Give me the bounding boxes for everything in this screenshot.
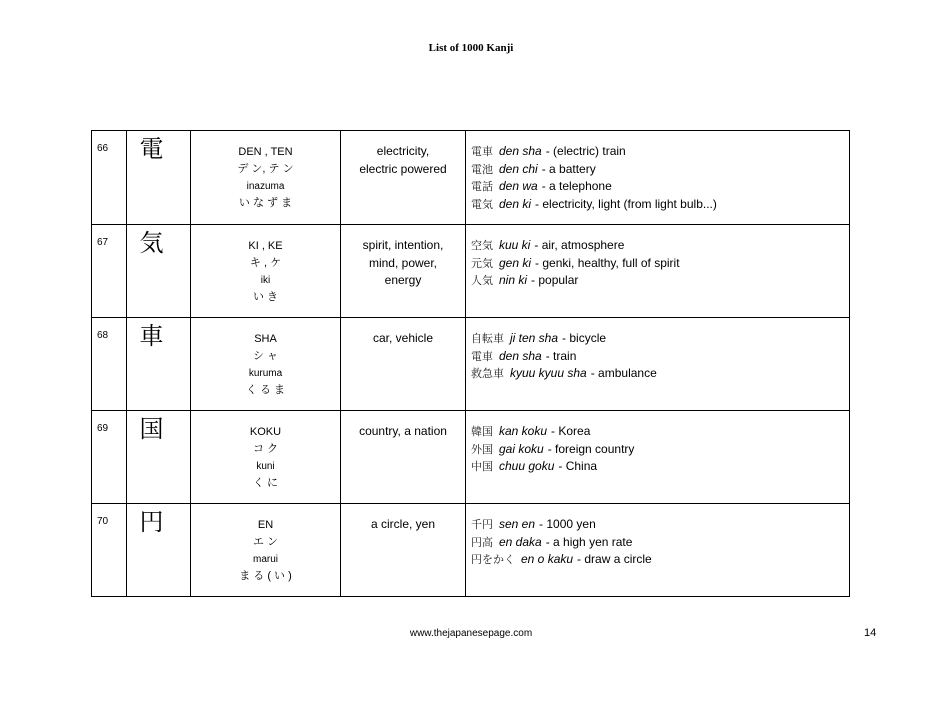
example-line xyxy=(471,178,849,196)
example-word: 千円 xyxy=(471,518,493,531)
example-line xyxy=(471,534,849,552)
example-meaning: - (electric) train xyxy=(545,144,626,158)
example-romaji: kyuu kyuu sha xyxy=(510,366,587,380)
reading-line: デ ン, テ ン xyxy=(237,163,294,175)
example-romaji: ji ten sha xyxy=(510,331,559,345)
example-line xyxy=(471,272,849,290)
example-word: 電車 xyxy=(471,145,493,158)
example-meaning: - China xyxy=(558,459,598,473)
example-word: 救急車 xyxy=(471,367,504,380)
kanji-number: 66 xyxy=(92,131,127,225)
kanji-cell xyxy=(127,504,191,597)
example-line xyxy=(471,516,849,534)
page-title: List of 1000 Kanji xyxy=(428,42,514,54)
example-line xyxy=(471,330,849,348)
kanji-number: 67 xyxy=(92,225,127,318)
reading-line: キ , ケ xyxy=(249,257,282,269)
example-line xyxy=(471,143,849,161)
example-romaji: en daka xyxy=(499,534,542,549)
example-romaji: sen en xyxy=(499,517,536,531)
kanji-table xyxy=(91,130,850,597)
example-line xyxy=(471,551,849,569)
readings-cell xyxy=(191,411,341,504)
reading-line: kuni xyxy=(256,461,275,472)
reading-line: KI , KE xyxy=(248,240,283,252)
example-meaning: - train xyxy=(545,348,577,363)
meaning-line: energy xyxy=(384,273,422,287)
example-romaji: den ki xyxy=(499,196,532,211)
kanji-cell xyxy=(127,225,191,318)
example-romaji: den chi xyxy=(499,161,538,176)
reading-line: EN xyxy=(257,519,274,531)
meaning-line: spirit, intention, xyxy=(362,238,444,252)
example-meaning: - popular xyxy=(531,273,579,287)
example-word: 電池 xyxy=(471,162,493,176)
readings-cell xyxy=(191,225,341,318)
example-romaji: chuu goku xyxy=(499,459,555,473)
readings-cell xyxy=(191,504,341,597)
example-word: 円をかく xyxy=(471,553,515,566)
example-meaning: - Korea xyxy=(551,424,591,438)
meaning-line: electric powered xyxy=(359,161,447,176)
kanji-table-body xyxy=(92,131,850,597)
example-romaji: en o kaku xyxy=(521,552,574,566)
reading-line: marui xyxy=(252,554,278,565)
reading-line: SHA xyxy=(254,333,277,345)
example-romaji: den wa xyxy=(499,179,538,193)
example-line xyxy=(471,348,849,366)
example-meaning: - bicycle xyxy=(562,331,607,345)
example-line xyxy=(471,161,849,179)
example-word: 電車 xyxy=(471,349,493,363)
example-word: 円高 xyxy=(471,535,493,549)
examples-cell xyxy=(466,318,850,411)
example-romaji: den sha xyxy=(499,348,542,363)
example-line xyxy=(471,196,849,214)
kanji-number: 68 xyxy=(92,318,127,411)
examples-cell xyxy=(466,225,850,318)
meaning-line: country, a nation xyxy=(359,424,447,438)
meaning-line: electricity, xyxy=(376,144,430,158)
table-row xyxy=(92,225,850,318)
examples-cell xyxy=(466,504,850,597)
readings-cell xyxy=(191,131,341,225)
example-word: 電気 xyxy=(471,197,493,211)
kanji-cell xyxy=(127,318,191,411)
table-row xyxy=(92,504,850,597)
example-line xyxy=(471,423,849,441)
example-romaji: nin ki xyxy=(499,273,528,287)
example-meaning: - air, atmosphere xyxy=(534,238,625,252)
meaning-line: car, vehicle xyxy=(372,331,434,345)
example-word: 電話 xyxy=(471,180,493,193)
example-meaning: - foreign country xyxy=(547,441,635,456)
example-word: 自転車 xyxy=(471,332,504,345)
reading-line: KOKU xyxy=(249,426,282,438)
meaning-cell xyxy=(341,318,466,411)
reading-line: ま る ( い ) xyxy=(239,570,292,582)
example-meaning: - a high yen rate xyxy=(545,534,633,549)
reading-line: DEN , TEN xyxy=(238,146,293,158)
example-word: 韓国 xyxy=(471,425,493,438)
kanji-character: 円 xyxy=(139,508,164,536)
kanji-character: 国 xyxy=(139,415,164,443)
kanji-cell xyxy=(127,131,191,225)
reading-line: コ ク xyxy=(252,443,279,455)
meaning-cell xyxy=(341,225,466,318)
meaning-cell xyxy=(341,504,466,597)
footer-url: www.thejapanesepage.com xyxy=(409,628,533,639)
reading-line: inazuma xyxy=(246,181,285,192)
example-word: 人気 xyxy=(471,274,493,287)
example-romaji: kuu ki xyxy=(499,238,531,252)
example-line xyxy=(471,458,849,476)
example-romaji: kan koku xyxy=(499,424,548,438)
reading-line: い な ず ま xyxy=(238,197,293,209)
table-row xyxy=(92,411,850,504)
kanji-character: 電 xyxy=(139,135,164,163)
example-line xyxy=(471,255,849,273)
example-line xyxy=(471,237,849,255)
example-line xyxy=(471,441,849,459)
example-romaji: den sha xyxy=(499,144,542,158)
reading-line: シ ャ xyxy=(252,350,279,362)
example-romaji: gai koku xyxy=(499,441,544,456)
reading-line: い き xyxy=(252,291,279,303)
example-word: 空気 xyxy=(471,239,493,252)
example-meaning: - a battery xyxy=(541,161,596,176)
meaning-line: mind, power, xyxy=(368,255,438,270)
example-meaning: - a telephone xyxy=(541,179,612,193)
reading-line: エ ン xyxy=(252,536,279,548)
example-romaji: gen ki xyxy=(499,255,532,270)
example-meaning: - electricity, light (from light bulb...) xyxy=(535,196,717,211)
kanji-character: 車 xyxy=(139,322,164,350)
readings-cell xyxy=(191,318,341,411)
examples-cell xyxy=(466,411,850,504)
example-line xyxy=(471,365,849,383)
example-word: 外国 xyxy=(471,442,493,456)
meaning-line: a circle, yen xyxy=(370,517,436,531)
example-meaning: - draw a circle xyxy=(577,552,652,566)
table-row xyxy=(92,318,850,411)
reading-line: く る ま xyxy=(245,384,286,396)
reading-line: kuruma xyxy=(248,368,283,379)
page-number: 14 xyxy=(864,627,877,639)
kanji-number: 69 xyxy=(92,411,127,504)
example-meaning: - genki, healthy, full of spirit xyxy=(535,255,680,270)
examples-cell xyxy=(466,131,850,225)
example-meaning: - ambulance xyxy=(590,366,657,380)
kanji-number: 70 xyxy=(92,504,127,597)
example-word: 元気 xyxy=(471,256,493,270)
example-meaning: - 1000 yen xyxy=(539,517,596,531)
kanji-character: 気 xyxy=(139,229,164,257)
meaning-cell xyxy=(341,411,466,504)
table-row xyxy=(92,131,850,225)
meaning-cell xyxy=(341,131,466,225)
example-word: 中国 xyxy=(471,460,493,473)
kanji-cell xyxy=(127,411,191,504)
reading-line: iki xyxy=(260,275,271,286)
reading-line: く に xyxy=(252,477,279,489)
